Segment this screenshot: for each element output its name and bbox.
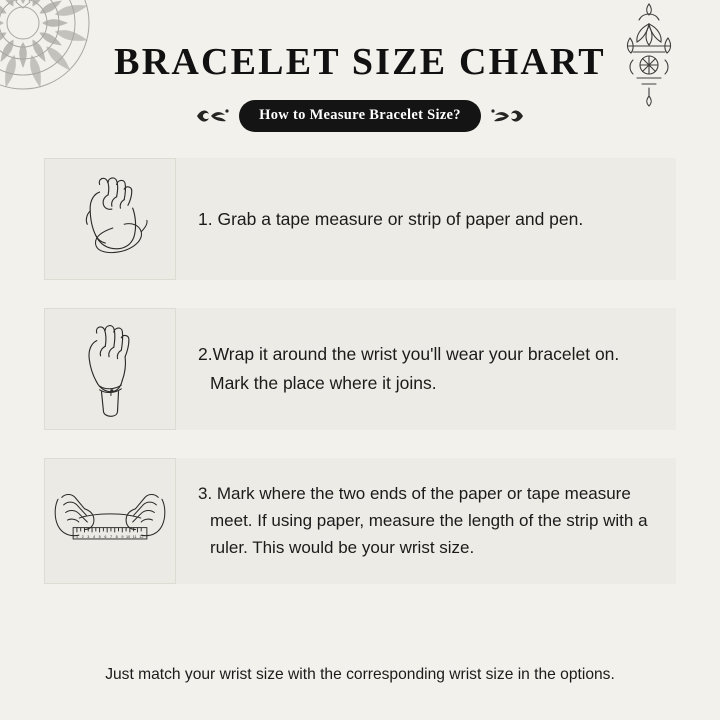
list-item	[44, 458, 676, 584]
fist-with-tape-measure-illustration	[58, 169, 162, 269]
flourish-left-icon	[195, 105, 229, 127]
svg-text:12: 12	[139, 534, 144, 539]
step-3-figure	[44, 458, 176, 584]
svg-text:7: 7	[110, 534, 113, 539]
subtitle-badge: How to Measure Bracelet Size?	[239, 100, 481, 132]
svg-text:6: 6	[104, 534, 107, 539]
svg-text:3: 3	[87, 534, 90, 539]
list-item	[44, 158, 676, 280]
svg-text:4: 4	[92, 534, 96, 539]
hands-measuring-paper-strip-with-ruler-illustration	[50, 469, 170, 573]
svg-text:5: 5	[98, 534, 101, 539]
footer-note: Just match your wrist size with the corresponding wrist size in the options.	[105, 666, 615, 683]
header	[0, 0, 720, 132]
svg-text:1: 1	[75, 534, 79, 539]
list-item	[44, 308, 676, 430]
steps-list	[0, 158, 720, 584]
step-1-text: 1. Grab a tape measure or strip of paper and pen.	[198, 208, 584, 229]
svg-text:9: 9	[121, 534, 124, 539]
step-2-figure	[44, 308, 176, 430]
svg-text:10: 10	[126, 534, 131, 539]
page-title: BRACELET SIZE CHART	[114, 41, 606, 83]
step-2-text-panel	[176, 308, 676, 430]
subtitle-row	[0, 100, 720, 132]
svg-text:8: 8	[115, 534, 118, 539]
step-3-text-panel	[176, 458, 676, 584]
svg-text:11: 11	[132, 534, 137, 539]
step-1-figure	[44, 158, 176, 280]
step-1-text-panel	[176, 158, 676, 280]
step-2-text: 2.Wrap it around the wrist you'll wear your bracelet on. Mark the place where it joins.	[198, 344, 620, 393]
hand-with-tape-around-wrist-illustration	[58, 316, 162, 422]
flourish-right-icon	[491, 105, 525, 127]
svg-text:2: 2	[81, 534, 84, 539]
step-3-text: 3. Mark where the two ends of the paper or tape measure meet. If using paper, measure the length of the strip with a ruler. This would be your wrist size.	[198, 484, 648, 558]
